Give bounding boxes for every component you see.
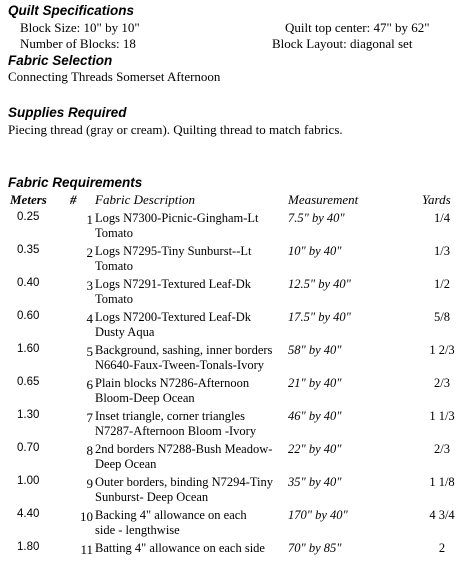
table-row (0, 211, 466, 245)
number-cell: 1 (86, 212, 93, 227)
col-description: Fabric Description (95, 192, 196, 207)
description-cell (95, 508, 247, 538)
description-line-1: Plain blocks N7286-Afternoon (95, 376, 250, 390)
description-line-2: Tomato (95, 292, 134, 306)
meters-cell: 0.65 (17, 376, 40, 388)
table-row (0, 541, 466, 575)
description-cell (95, 541, 265, 556)
number-cell: 10 (80, 509, 93, 524)
fabric-selection-heading: Fabric Selection (8, 53, 113, 68)
yards-cell: 1/3 (434, 244, 450, 258)
col-measurement: Measurement (288, 192, 359, 207)
description-line-1: Logs N7200-Textured Leaf-Dk (95, 310, 252, 324)
col-meters: Meters (10, 192, 47, 207)
number-cell: 11 (80, 542, 93, 557)
yards-cell: 2/3 (434, 442, 450, 456)
description-line-2: Deep Ocean (95, 457, 157, 471)
table-row (0, 376, 466, 410)
meters-cell: 4.40 (17, 508, 40, 520)
number-cell: 8 (86, 443, 93, 458)
yards-cell: 1 1/3 (429, 409, 455, 423)
description-cell (95, 475, 273, 505)
description-line-1: Backing 4" allowance on each (95, 508, 247, 522)
description-cell (95, 409, 256, 439)
table-row (0, 475, 466, 509)
supplies-heading: Supplies Required (8, 105, 127, 120)
description-line-2: Tomato (95, 259, 134, 273)
description-line-1: Logs N7300-Picnic-Gingham-Lt (95, 211, 259, 225)
meters-cell: 1.00 (17, 475, 40, 487)
description-line-2: side - lengthwise (95, 523, 180, 537)
number-cell: 5 (86, 344, 93, 359)
measurement-cell: 21" by 40" (288, 376, 342, 390)
meters-cell: 0.60 (17, 310, 40, 322)
yards-cell: 2/3 (434, 376, 450, 390)
col-number: # (70, 192, 77, 207)
number-cell: 2 (86, 245, 93, 260)
description-line-1: Logs N7291-Textured Leaf-Dk (95, 277, 252, 291)
quilt-top-center: Quilt top center: 47" by 62" (285, 20, 430, 35)
fabric-requirements-heading: Fabric Requirements (8, 175, 143, 190)
meters-cell: 0.40 (17, 277, 40, 289)
description-line-2: Sunburst- Deep Ocean (95, 490, 209, 504)
quilt-specs-heading: Quilt Specifications (8, 3, 135, 18)
col-yards: Yards (422, 192, 451, 207)
fabric-selection-value: Connecting Threads Somerset Afternoon (8, 69, 221, 84)
block-layout: Block Layout: diagonal set (272, 36, 413, 51)
measurement-cell: 7.5" by 40" (288, 211, 345, 225)
description-cell (95, 343, 272, 373)
table-row (0, 277, 466, 311)
number-cell: 4 (86, 311, 93, 326)
description-line-2: Tomato (95, 226, 134, 240)
description-line-1: Inset triangle, corner triangles (95, 409, 245, 423)
description-cell (95, 211, 259, 241)
measurement-cell: 170" by 40" (288, 508, 348, 522)
description-line-2: Bloom-Deep Ocean (95, 391, 195, 405)
description-cell (95, 277, 251, 307)
yards-cell: 2 (438, 541, 446, 555)
number-cell: 9 (86, 476, 93, 491)
yards-cell: 1 1/8 (429, 475, 455, 489)
number-cell: 7 (86, 410, 93, 425)
description-line-2: N6640-Faux-Tween-Tonals-Ivory (95, 358, 265, 372)
measurement-cell: 17.5" by 40" (288, 310, 351, 324)
description-cell (95, 310, 251, 340)
description-line-1: 2nd borders N7288-Bush Meadow- (95, 442, 273, 456)
number-cell: 6 (86, 377, 93, 392)
description-line-2: N7287-Afternoon Bloom -Ivory (95, 424, 257, 438)
description-cell (95, 244, 252, 274)
description-line-2: Dusty Aqua (95, 325, 155, 339)
description-cell (95, 442, 272, 472)
table-row (0, 310, 466, 344)
measurement-cell: 35" by 40" (288, 475, 342, 489)
table-row (0, 409, 466, 443)
description-line-1: Outer borders, binding N7294-Tiny (95, 475, 274, 489)
yards-cell: 1 2/3 (429, 343, 455, 357)
yards-cell: 4 3/4 (429, 508, 455, 522)
meters-cell: 1.60 (17, 343, 40, 355)
measurement-cell: 22" by 40" (288, 442, 342, 456)
block-size: Block Size: 10" by 10" (20, 20, 140, 35)
yards-cell: 5/8 (434, 310, 450, 324)
meters-cell: 1.80 (17, 541, 40, 553)
measurement-cell: 12.5" by 40" (288, 277, 351, 291)
number-cell: 3 (86, 278, 93, 293)
yards-cell: 1/4 (434, 211, 450, 225)
table-row (0, 442, 466, 476)
measurement-cell: 10" by 40" (288, 244, 342, 258)
meters-cell: 1.30 (17, 409, 40, 421)
meters-cell: 0.35 (17, 244, 40, 256)
meters-cell: 0.25 (17, 211, 40, 223)
description-cell (95, 376, 249, 406)
meters-cell: 0.70 (17, 442, 40, 454)
table-row (0, 244, 466, 278)
table-row (0, 343, 466, 377)
description-line-1: Background, sashing, inner borders (95, 343, 273, 357)
number-of-blocks: Number of Blocks: 18 (20, 36, 136, 51)
supplies-value: Piecing thread (gray or cream). Quilting thread to match fabrics. (8, 122, 343, 137)
measurement-cell: 46" by 40" (288, 409, 342, 423)
description-line-1: Batting 4" allowance on each side (95, 541, 265, 555)
description-line-1: Logs N7295-Tiny Sunburst--Lt (95, 244, 252, 258)
table-row (0, 508, 466, 542)
measurement-cell: 58" by 40" (288, 343, 342, 357)
yards-cell: 1/2 (434, 277, 450, 291)
measurement-cell: 70" by 85" (288, 541, 342, 555)
